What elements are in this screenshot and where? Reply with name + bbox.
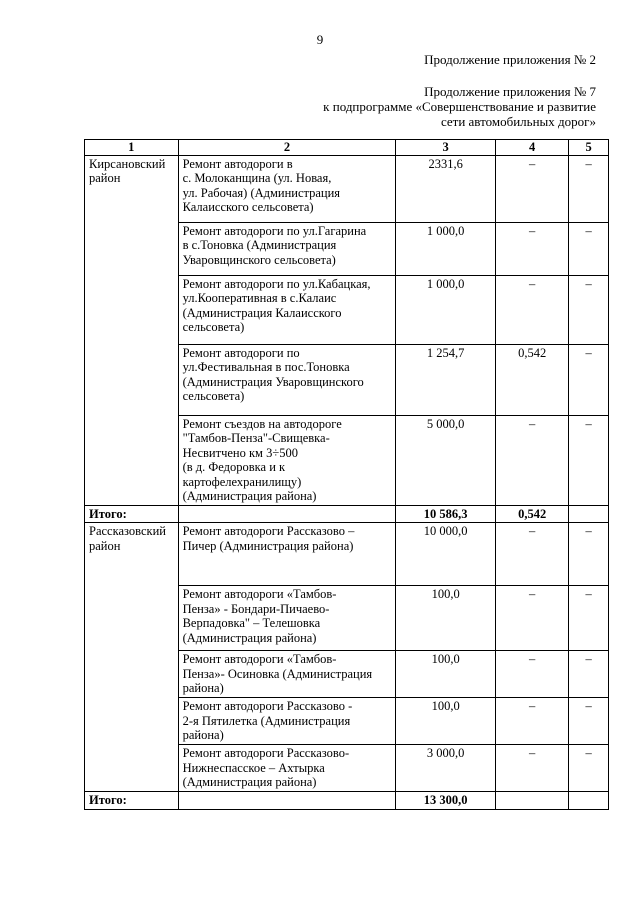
total-amount: 13 300,0 xyxy=(396,792,496,810)
project-description: Ремонт автодороги Рассказово- Нижнеспасское – Ахтырка (Администрация района) xyxy=(178,745,396,792)
column-header: 5 xyxy=(569,140,609,156)
col4-cell: – xyxy=(496,222,569,275)
col4-cell: – xyxy=(496,155,569,222)
col4-cell: – xyxy=(496,523,569,586)
project-description: Ремонт автодороги Рассказово – Пичер (Администрация района) xyxy=(178,523,396,586)
column-header: 3 xyxy=(396,140,496,156)
amount-cell: 3 000,0 xyxy=(396,745,496,792)
amount-cell: 100,0 xyxy=(396,586,496,651)
project-description: Ремонт автодороги в с. Молоканщина (ул. Новая, ул. Рабочая) (Администрация Калаисского сельсовета) xyxy=(178,155,396,222)
amount-cell: 5 000,0 xyxy=(396,415,496,505)
total-empty-cell xyxy=(178,505,396,523)
heading-line: сети автомобильных дорог» xyxy=(440,114,596,129)
column-header: 2 xyxy=(178,140,396,156)
col5-cell: – xyxy=(569,745,609,792)
amount-cell: 10 000,0 xyxy=(396,523,496,586)
table-row xyxy=(85,523,609,586)
project-description: Ремонт автодороги «Тамбов- Пенза» - Бондари-Пичаево- Верпадовка" – Телешовка (Администрация района) xyxy=(178,586,396,651)
amount-cell: 1 000,0 xyxy=(396,275,496,344)
amount-cell: 100,0 xyxy=(396,698,496,745)
col5-cell: – xyxy=(569,275,609,344)
appendix-heading xyxy=(323,84,596,129)
amount-cell: 100,0 xyxy=(396,651,496,698)
total-col4: 0,542 xyxy=(496,505,569,523)
project-description: Ремонт автодороги «Тамбов- Пенза»- Осиновка (Администрация района) xyxy=(178,651,396,698)
col4-cell: – xyxy=(496,745,569,792)
total-col4 xyxy=(496,792,569,810)
total-label: Итого: xyxy=(85,505,179,523)
project-description: Ремонт автодороги Рассказово - 2-я Пятилетка (Администрация района) xyxy=(178,698,396,745)
funding-table xyxy=(84,139,609,810)
col5-cell: – xyxy=(569,344,609,415)
column-header: 4 xyxy=(496,140,569,156)
col4-cell: – xyxy=(496,415,569,505)
total-col5 xyxy=(569,505,609,523)
col5-cell: – xyxy=(569,155,609,222)
col5-cell: – xyxy=(569,415,609,505)
page-number: 9 xyxy=(316,32,324,47)
project-description: Ремонт автодороги по ул.Гагарина в с.Тоновка (Администрация Уваровщинского сельсовета) xyxy=(178,222,396,275)
col5-cell: – xyxy=(569,698,609,745)
district-name: Кирсановский район xyxy=(85,155,179,505)
heading-line: к подпрограмме «Совершенствование и развитие xyxy=(323,99,596,114)
project-description: Ремонт автодороги по ул.Фестивальная в пос.Тоновка (Администрация Уваровщинского сельсовета) xyxy=(178,344,396,415)
col4-cell: – xyxy=(496,698,569,745)
total-amount: 10 586,3 xyxy=(396,505,496,523)
col4-cell: – xyxy=(496,586,569,651)
continuation-note: Продолжение приложения № 2 xyxy=(424,52,596,67)
column-header: 1 xyxy=(85,140,179,156)
col5-cell: – xyxy=(569,523,609,586)
project-description: Ремонт съездов на автодороге "Тамбов-Пенза"-Свищевка- Несвитчено км 3÷500 (в д. Федоровка и к картофелехранилищу) (Администрация района) xyxy=(178,415,396,505)
col4-cell: – xyxy=(496,651,569,698)
amount-cell: 2331,6 xyxy=(396,155,496,222)
total-row xyxy=(85,792,609,810)
heading-line: Продолжение приложения № 7 xyxy=(424,84,596,99)
project-description: Ремонт автодороги по ул.Кабацкая, ул.Кооперативная в с.Калаис (Администрация Калаисского сельсовета) xyxy=(178,275,396,344)
district-name: Рассказовский район xyxy=(85,523,179,792)
col5-cell: – xyxy=(569,222,609,275)
col5-cell: – xyxy=(569,586,609,651)
total-row xyxy=(85,505,609,523)
col5-cell: – xyxy=(569,651,609,698)
total-empty-cell xyxy=(178,792,396,810)
total-label: Итого: xyxy=(85,792,179,810)
col4-cell: – xyxy=(496,275,569,344)
column-number-row xyxy=(85,140,609,156)
table-row xyxy=(85,155,609,222)
col4-cell: 0,542 xyxy=(496,344,569,415)
amount-cell: 1 000,0 xyxy=(396,222,496,275)
total-col5 xyxy=(569,792,609,810)
amount-cell: 1 254,7 xyxy=(396,344,496,415)
